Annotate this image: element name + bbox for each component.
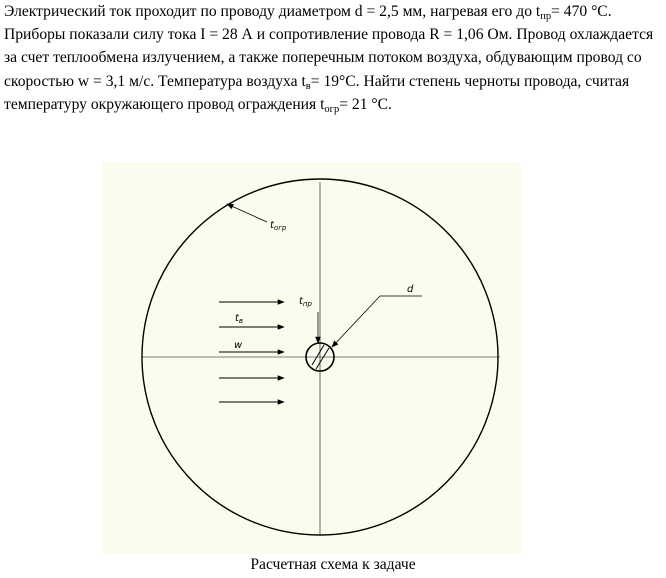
subscript-pr: пр (540, 11, 552, 22)
label-w: w (234, 340, 243, 351)
problem-text-1: Электрический ток проходит по проводу диаметром d = 2,5 мм, нагревая его до t (4, 3, 541, 20)
diameter-leader (332, 296, 422, 347)
label-t-ogr: $t_{огр}$ (270, 220, 287, 232)
label-t-pr: $t_{пр}$ (299, 296, 312, 308)
calculation-scheme-figure (102, 162, 521, 554)
enclosure-leader (227, 204, 267, 222)
problem-statement (4, 0, 662, 116)
subscript-v: в (305, 80, 311, 92)
problem-text-4: = 21 °С. (339, 95, 392, 113)
label-t-v: $t_в$ (235, 313, 244, 325)
scheme-drawing (102, 162, 521, 554)
label-d: d (407, 284, 414, 295)
problem-text-2: = 470 °С. Приборы показали силу тока I = 28 А и сопротивление провода R = 1,06 Ом. Провод охлаждается за счет теплообмена излучением, а также поперечным потоком воздуха, обдувающим провод со скоростью w = 3,1 м/с. Температура воздуха t (4, 3, 654, 90)
problem-text-3: = 19°С. Найти степень черноты провода, считая температуру окружающего провод ограждения t (4, 72, 630, 113)
subscript-ogr: огр (324, 103, 340, 115)
figure-caption: Расчетная схема к задаче (250, 556, 416, 573)
